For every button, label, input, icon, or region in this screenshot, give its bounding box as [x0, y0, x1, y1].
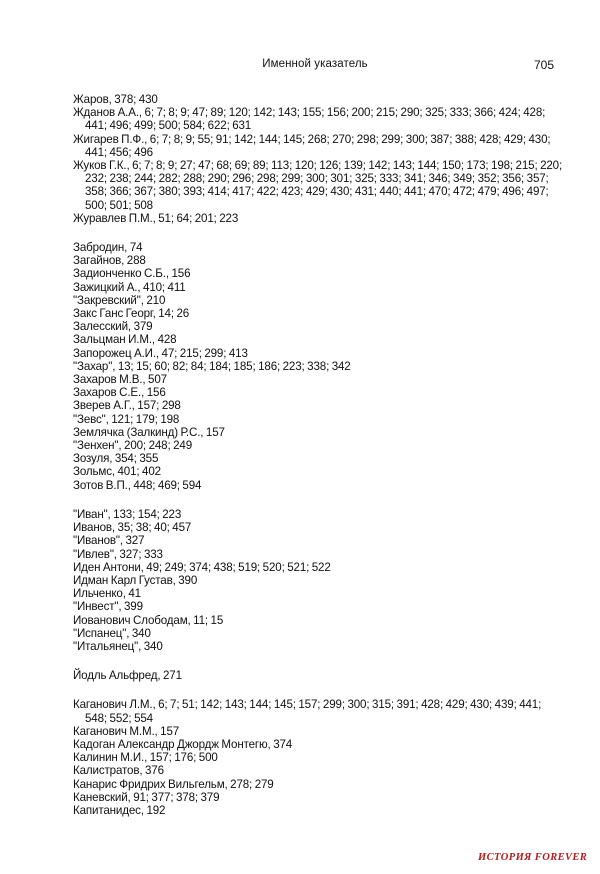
index-entry: "Испанец", 340 [73, 626, 151, 640]
index-entry: Каганович М.М., 157 [73, 724, 180, 738]
index-entry: Запорожец А.И., 47; 215; 299; 413 [73, 346, 248, 360]
index-entry: Калистратов, 376 [73, 764, 164, 778]
index-entry: Калинин М.И., 157; 176; 500 [73, 751, 218, 765]
index-entry: Жигарев П.Ф., 6; 7; 8; 9; 55; 91; 142; 144; 145; 268; 270; 298; 299; 300; 387; 388; 428; 429; 430; 441; 456; 496 [73, 132, 551, 159]
index-entry: Йодль Альфред, 271 [73, 669, 182, 683]
index-entry: Каганович Л.М., 6; 7; 51; 142; 143; 144; 145; 157; 299; 300; 315; 391; 428; 429; 430; 439; 441; 548; 552; 554 [73, 698, 542, 725]
index-entry: "Захар", 13; 15; 60; 82; 84; 184; 185; 186; 223; 338; 342 [73, 359, 351, 373]
page-header [0, 58, 600, 74]
index-entry: "Зенхен", 200; 248; 249 [73, 439, 193, 453]
name-index [73, 93, 563, 817]
index-entry: "Иванов", 327 [73, 534, 145, 548]
index-entry: Землячка (Залкинд) Р.С., 157 [73, 425, 225, 439]
publisher-watermark: ИСТОРИЯ FOREVER [478, 852, 588, 863]
index-group [73, 241, 563, 492]
index-entry: Захаров С.Е., 156 [73, 386, 166, 400]
index-entry: Зольмс, 401; 402 [73, 465, 161, 479]
index-entry: Журавлев П.М., 51; 64; 201; 223 [73, 211, 239, 225]
index-entry: Закс Ганс Георг, 14; 26 [73, 307, 190, 321]
index-group [73, 508, 563, 653]
index-entry: Жаров, 378; 430 [73, 93, 158, 106]
index-group [73, 93, 563, 225]
index-entry: Капитанидес, 192 [73, 803, 166, 817]
index-entry: Канарис Фридрих Вильгельм, 278; 279 [73, 777, 274, 791]
index-entry: Зальцман И.М., 428 [73, 333, 177, 347]
index-entry: Жуков Г.К., 6; 7; 8; 9; 27; 47; 68; 69; 89; 113; 120; 126; 139; 142; 143; 144; 150; 173; 198; 215; 220; 232; 238; 244; 282; 288; 290; 296; 298; 299; 300; 301; 325; 333; 341; 346; 349; 352; 356; 357; 358; 366; 367; 380; 393; 414; 417; 422; 423; 429; 430; 431; 440; 441; 470; 472; 479; 496; 497; 500; 501; 508 [73, 159, 563, 212]
index-entry: "Зевс", 121; 179; 198 [73, 412, 180, 426]
index-entry: Жданов А.А., 6; 7; 8; 9; 47; 89; 120; 142; 143; 155; 156; 200; 215; 290; 325; 333; 366; 424; 428; 441; 496; 499; 500; 584; 622; 631 [73, 106, 546, 133]
index-entry: Иванов, 35; 38; 40; 457 [73, 521, 192, 535]
page-number: 705 [534, 58, 555, 72]
index-entry: Зверев А.Г., 157; 298 [73, 399, 181, 413]
index-entry: Зотов В.П., 448; 469; 594 [73, 478, 202, 492]
index-entry: "Итальянец", 340 [73, 639, 163, 653]
index-entry: Зажицкий А., 410; 411 [73, 280, 186, 294]
index-entry: "Иван", 133; 154; 223 [73, 507, 182, 521]
index-entry: Ильченко, 41 [73, 587, 141, 601]
index-entry: Зозуля, 354; 355 [73, 452, 159, 466]
index-entry: Захаров М.В., 507 [73, 373, 167, 387]
index-entry: "Ивлев", 327; 333 [73, 547, 163, 561]
index-entry: Забродин, 74 [73, 241, 143, 255]
index-entry: Загайнов, 288 [73, 254, 146, 268]
index-entry: Идман Карл Густав, 390 [73, 573, 198, 587]
index-entry: Залесский, 379 [73, 320, 153, 334]
index-entry: Каневский, 91; 377; 378; 379 [73, 790, 220, 804]
index-entry: "Закревский", 210 [73, 293, 166, 307]
index-group [73, 669, 563, 682]
index-group [73, 698, 563, 817]
index-entry: Иованович Слободам, 11; 15 [73, 613, 224, 627]
index-entry: Задионченко С.Б., 156 [73, 267, 191, 281]
index-entry: Иден Антони, 49; 249; 374; 438; 519; 520; 521; 522 [73, 560, 331, 574]
index-entry: "Инвест", 399 [73, 600, 143, 614]
index-entry: Кадоган Александр Джордж Монтегю, 374 [73, 737, 293, 751]
running-title: Именной указатель [262, 58, 368, 70]
